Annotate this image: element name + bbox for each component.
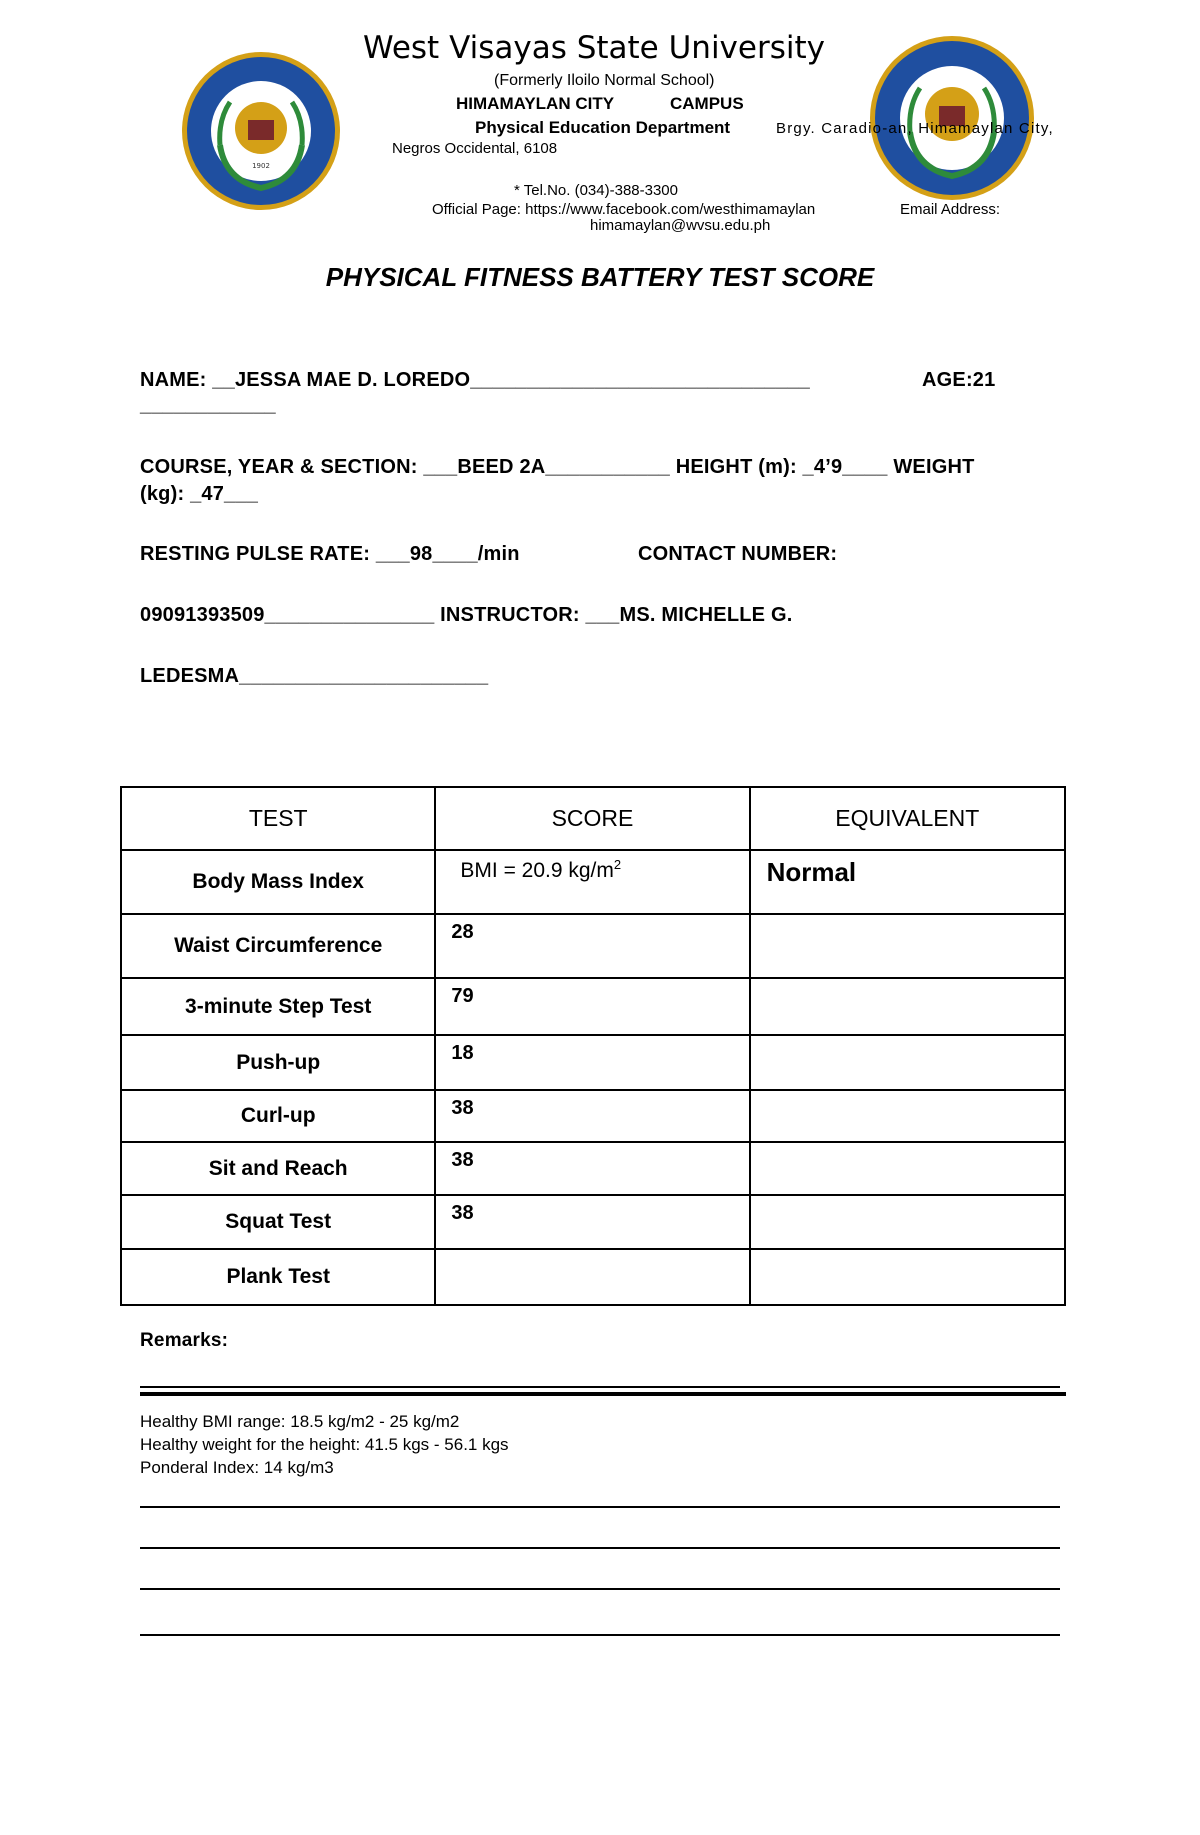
formerly-name: (Formerly Iloilo Normal School) [494, 72, 715, 89]
official-page-link[interactable]: Official Page: https://www.facebook.com/westhimamaylan [432, 201, 816, 218]
instructor-surname-line: LEDESMA______________________ [140, 665, 489, 687]
remarks-divider [140, 1392, 1066, 1396]
course-height-weight-line: COURSE, YEAR & SECTION: ___BEED 2A___________ HEIGHT (m): _4’9____ WEIGHT [140, 456, 975, 478]
header-score: SCORE [435, 787, 749, 850]
table-row [121, 1195, 1065, 1249]
seal-left-year: 1902 [252, 162, 270, 170]
equivalent-cell [750, 1090, 1065, 1142]
remarks-line [140, 1386, 1060, 1388]
score-cell [435, 1195, 749, 1249]
telephone: * Tel.No. (034)-388-3300 [514, 182, 678, 199]
blank-line [140, 1547, 1060, 1549]
equivalent-cell [750, 1249, 1065, 1305]
age-underline: ____________ [140, 394, 276, 416]
blank-line [140, 1506, 1060, 1508]
address-line-b: Negros Occidental, 6108 [392, 140, 558, 157]
equivalent-value: Normal [766, 857, 857, 887]
score-value: 28 [451, 921, 474, 943]
university-seal-right [868, 34, 1036, 202]
address-line-a: Brgy. Caradio-an, Himamaylan City, [776, 120, 1054, 137]
fitness-score-table [120, 786, 1066, 1306]
note-healthy-weight: Healthy weight for the height: 41.5 kgs - 56.1 kgs [140, 1435, 509, 1454]
contact-instructor-line: 09091393509_______________ INSTRUCTOR: ___MS. MICHELLE G. [140, 604, 793, 626]
email-address[interactable]: himamaylan@wvsu.edu.ph [590, 217, 771, 234]
blank-line [140, 1588, 1060, 1590]
equivalent-cell [750, 1035, 1065, 1090]
age-field: AGE:21 [922, 369, 996, 391]
table-row [121, 1035, 1065, 1090]
equivalent-cell [750, 914, 1065, 978]
test-name: Waist Circumference [121, 914, 435, 978]
table-header-row [121, 787, 1065, 850]
table-row [121, 978, 1065, 1035]
note-bmi-range: Healthy BMI range: 18.5 kg/m2 - 25 kg/m2 [140, 1412, 460, 1431]
score-cell [435, 1090, 749, 1142]
table-row [121, 1090, 1065, 1142]
table-row [121, 1249, 1065, 1305]
test-name: Body Mass Index [121, 850, 435, 914]
score-cell [435, 1142, 749, 1195]
equivalent-cell [750, 978, 1065, 1035]
test-name: Push-up [121, 1035, 435, 1090]
equivalent-cell [750, 850, 1065, 914]
university-name: West Visayas State University [363, 30, 825, 66]
test-name: Squat Test [121, 1195, 435, 1249]
blank-line [140, 1634, 1060, 1636]
test-name: Sit and Reach [121, 1142, 435, 1195]
score-cell [435, 1249, 749, 1305]
score-value: 38 [451, 1149, 474, 1171]
score-cell [435, 914, 749, 978]
header-test: TEST [121, 787, 435, 850]
score-value: BMI = 20.9 kg/m [460, 859, 614, 882]
score-superscript: 2 [613, 857, 622, 872]
test-name: 3-minute Step Test [121, 978, 435, 1035]
page-title: PHYSICAL FITNESS BATTERY TEST SCORE [325, 262, 875, 292]
score-value: 38 [451, 1202, 474, 1224]
header-equivalent: EQUIVALENT [750, 787, 1065, 850]
score-value: 79 [451, 985, 474, 1007]
equivalent-cell [750, 1142, 1065, 1195]
contact-number-label: CONTACT NUMBER: [638, 543, 838, 565]
score-cell [435, 1035, 749, 1090]
score-value: 18 [451, 1042, 474, 1064]
university-seal-left [180, 50, 342, 212]
email-label: Email Address: [900, 201, 1001, 218]
weight-value-line: (kg): _47___ [140, 483, 259, 505]
test-name: Curl-up [121, 1090, 435, 1142]
name-line: NAME: __JESSA MAE D. LOREDO______________________________ [140, 369, 810, 391]
note-ponderal-index: Ponderal Index: 14 kg/m3 [140, 1458, 334, 1477]
test-name: Plank Test [121, 1249, 435, 1305]
campus-city: HIMAMAYLAN CITY [456, 94, 615, 113]
resting-pulse-field: RESTING PULSE RATE: ___98____/min [140, 543, 520, 565]
table-row [121, 914, 1065, 978]
remarks-label: Remarks: [140, 1330, 229, 1351]
equivalent-cell [750, 1195, 1065, 1249]
table-row [121, 1142, 1065, 1195]
score-cell [435, 978, 749, 1035]
department-name: Physical Education Department [475, 118, 731, 137]
score-cell [435, 850, 749, 914]
table-row [121, 850, 1065, 914]
campus-word: CAMPUS [670, 94, 744, 113]
score-value: 38 [451, 1097, 474, 1119]
